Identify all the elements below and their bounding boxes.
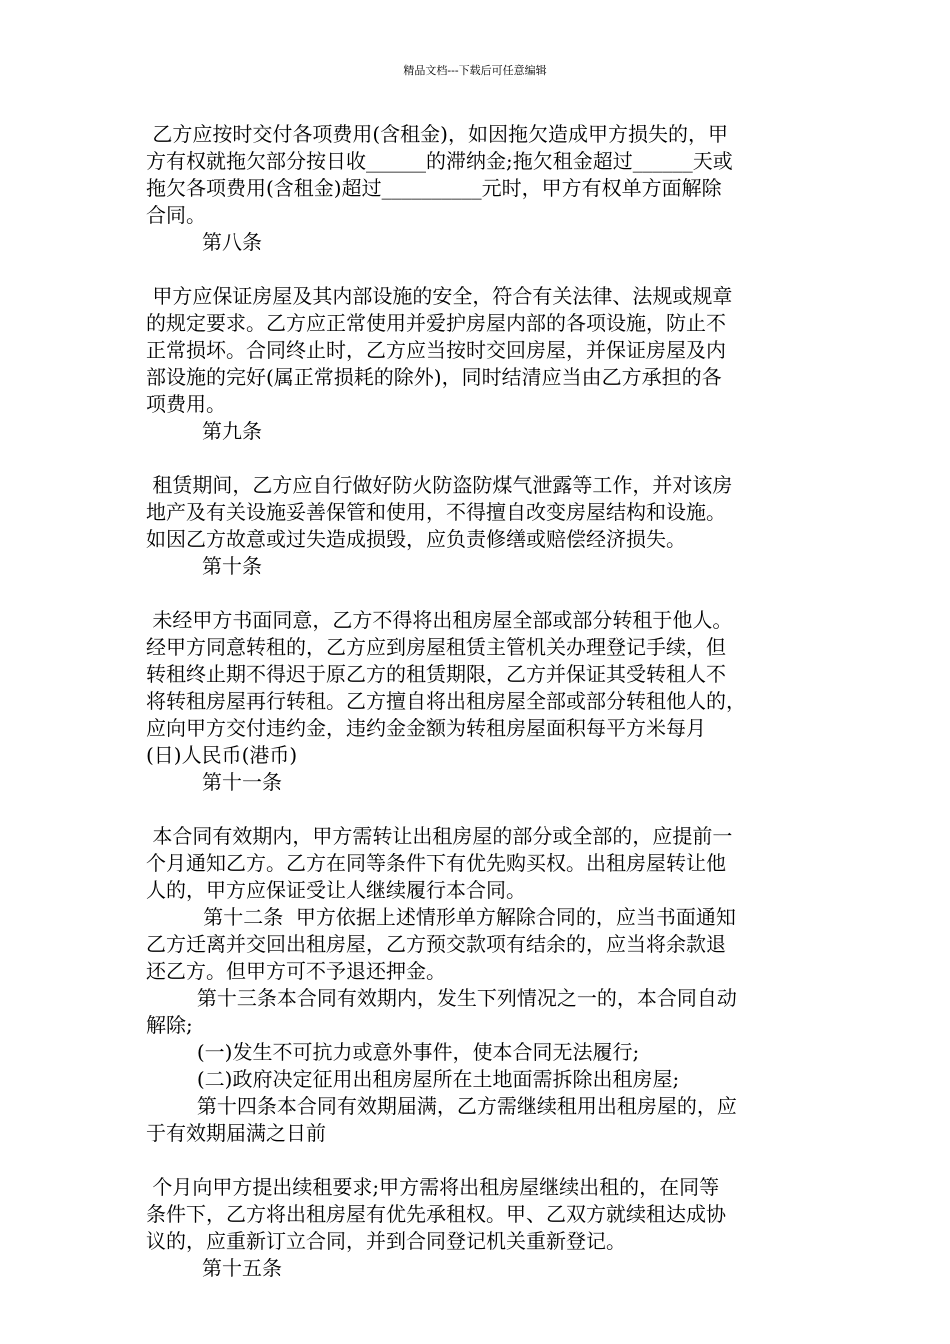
clause-7-line-2: 方有权就拖欠部分按日收______的滞纳金;拖欠租金超过______天或	[146, 149, 733, 173]
clause-7-line-1: 乙方应按时交付各项费用(含租金)，如因拖欠造成甲方损失的，甲	[146, 122, 728, 146]
clause-8-line-5: 项费用。	[146, 392, 226, 416]
contract-body	[146, 121, 810, 1282]
paragraph-gap	[146, 1147, 810, 1174]
paragraph-gap	[146, 580, 810, 607]
clause-10-line-4: 将转租房屋再行转租。乙方擅自将出租房屋全部或部分转租他人的，	[146, 689, 746, 713]
clause-11-line-2: 个月通知乙方。乙方在同等条件下有优先购买权。出租房屋转让他	[146, 851, 726, 875]
clause-10-line-1: 未经甲方书面同意，乙方不得将出租房屋全部或部分转租于他人。	[146, 608, 733, 632]
clause-7-line-4: 合同。	[146, 203, 206, 227]
clause-12-line-3: 还乙方。但甲方可不予退还押金。	[146, 959, 446, 983]
clause-8-line-2: 的规定要求。乙方应正常使用并爱护房屋内部的各项设施，防止不	[146, 311, 726, 335]
clause-10-line-5: 应向甲方交付违约金，违约金金额为转租房屋面积每平方米每月	[146, 716, 706, 740]
clause-14-line-2: 于有效期届满之日前	[146, 1121, 326, 1145]
clause-11-line-3: 人的，甲方应保证受让人继续履行本合同。	[146, 878, 526, 902]
clause-10-line-3: 转租终止期不得迟于原乙方的租赁期限，乙方并保证其受转租人不	[146, 662, 726, 686]
clause-10-line-6: (日)人民币(港币)	[146, 743, 298, 767]
clause-12-line-2: 乙方迁离并交回出租房屋，乙方预交款项有结余的，应当将余款退	[146, 932, 726, 956]
clause-14b-line-2: 条件下，乙方将出租房屋有优先承租权。甲、乙双方就续租达成协	[146, 1202, 726, 1226]
clause-13-line-4: (二)政府决定征用出租房屋所在土地面需拆除出租房屋;	[146, 1067, 680, 1091]
clause-9-line-3: 如因乙方故意或过失造成损毁，应负责修缮或赔偿经济损失。	[146, 527, 686, 551]
article-15-heading: 第十五条	[202, 1256, 282, 1280]
clause-13-line-2: 解除;	[146, 1013, 193, 1037]
clause-14b-line-1: 个月向甲方提出续租要求;甲方需将出租房屋继续出租的，在同等	[146, 1175, 720, 1199]
paragraph-gap	[146, 256, 810, 283]
article-8-heading: 第八条	[202, 230, 262, 254]
clause-14-line-1: 第十四条本合同有效期届满，乙方需继续租用出租房屋的，应	[146, 1094, 737, 1118]
clause-13-line-1: 第十三条本合同有效期内，发生下列情况之一的，本合同自动	[146, 986, 737, 1010]
clause-8-line-1: 甲方应保证房屋及其内部设施的安全，符合有关法律、法规或规章	[146, 284, 733, 308]
paragraph-gap	[146, 796, 810, 823]
clause-8-line-3: 正常损坏。合同终止时，乙方应当按时交回房屋，并保证房屋及内	[146, 338, 726, 362]
clause-13-line-3: (一)发生不可抗力或意外事件，使本合同无法履行;	[146, 1040, 640, 1064]
clause-11-line-1: 本合同有效期内，甲方需转让出租房屋的部分或全部的，应提前一	[146, 824, 733, 848]
clause-9-line-1: 租赁期间，乙方应自行做好防火防盗防煤气泄露等工作，并对该房	[146, 473, 733, 497]
clause-7-line-3: 拖欠各项费用(含租金)超过__________元时，甲方有权单方面解除	[146, 176, 722, 200]
clause-14b-line-3: 议的，应重新订立合同，并到合同登记机关重新登记。	[146, 1229, 626, 1253]
clause-9-line-2: 地产及有关设施妥善保管和使用，不得擅自改变房屋结构和设施。	[146, 500, 726, 524]
clause-12-line-1: 第十二条 甲方依据上述情形单方解除合同的，应当书面通知	[146, 905, 736, 929]
clause-10-line-2: 经甲方同意转租的，乙方应到房屋租赁主管机关办理登记手续，但	[146, 635, 726, 659]
article-9-heading: 第九条	[202, 419, 262, 443]
article-11-heading: 第十一条	[202, 770, 282, 794]
article-10-heading: 第十条	[202, 554, 262, 578]
page-header-watermark: 精品文档---下载后可任意编辑	[403, 64, 547, 77]
paragraph-gap	[146, 445, 810, 472]
clause-8-line-4: 部设施的完好(属正常损耗的除外)，同时结清应当由乙方承担的各	[146, 365, 722, 389]
